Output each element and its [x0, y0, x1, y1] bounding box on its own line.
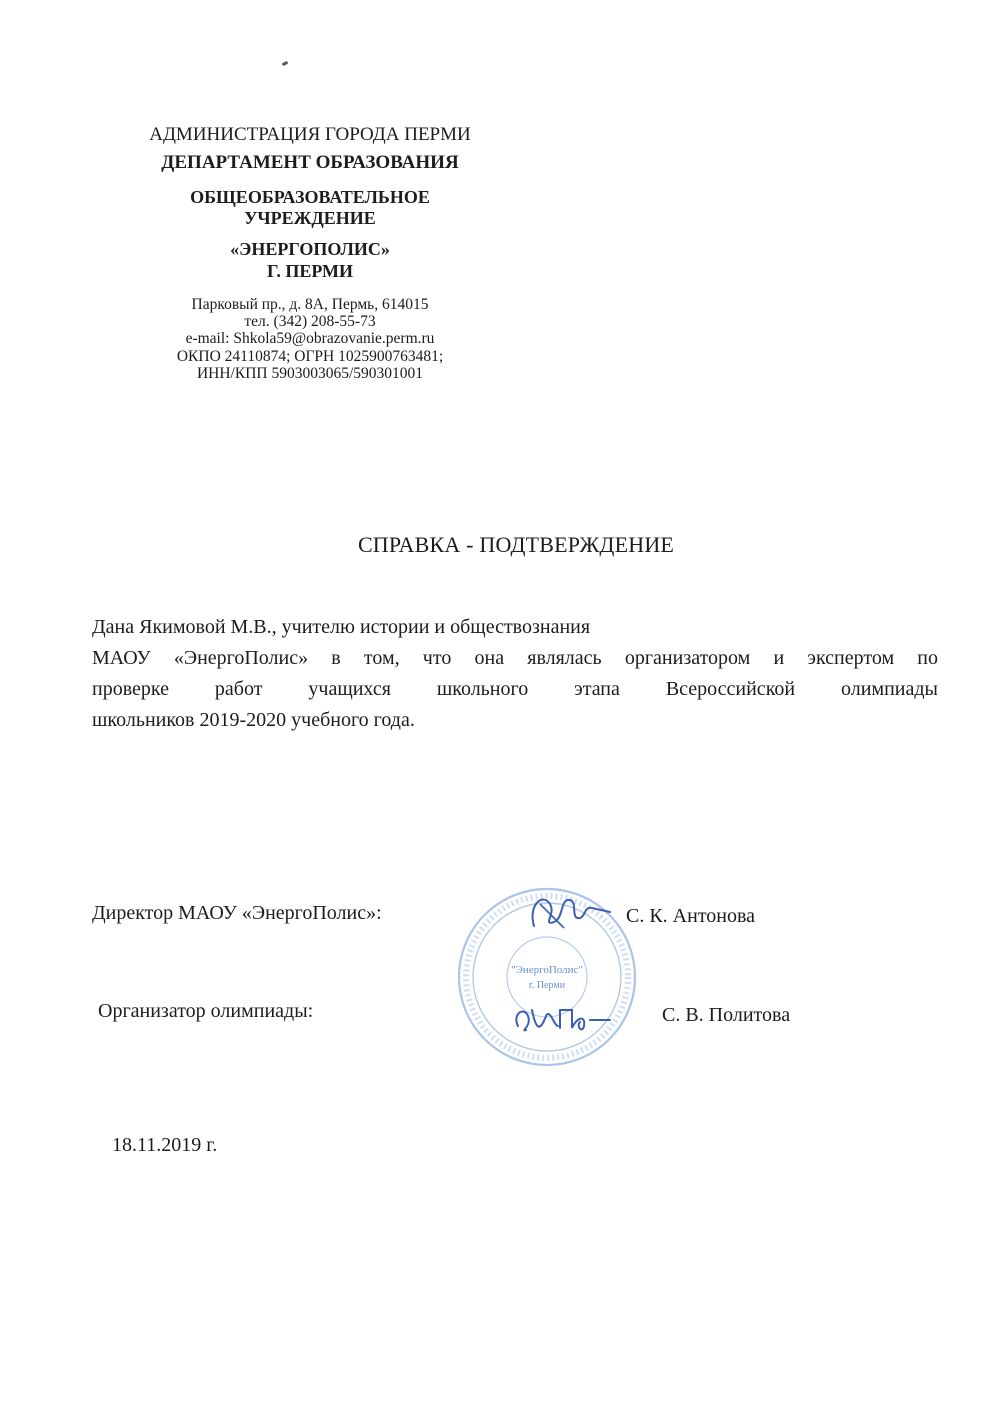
letterhead-org-name: «ЭНЕРГОПОЛИС»: [230, 239, 390, 260]
letterhead-org-line1: ОБЩЕОБРАЗОВАТЕЛЬНОЕ: [190, 186, 430, 207]
organizer-name: С. В. Политова: [662, 1004, 791, 1026]
stamp-text-1: "ЭнергоПолис": [511, 964, 583, 976]
organizer-label: Организатор олимпиады:: [98, 1000, 314, 1022]
organizer-signature: [506, 996, 616, 1046]
letterhead-org-line2: УЧРЕЖДЕНИЕ: [244, 208, 376, 229]
scan-speck: [282, 61, 289, 66]
letterhead-okpo-ogrn: ОКПО 24110874; ОГРН 1025900763481;: [176, 347, 444, 365]
director-signature: [520, 884, 620, 944]
document-title: СПРАВКА - ПОДТВЕРЖДЕНИЕ: [357, 532, 675, 557]
letterhead-org-city: Г. ПЕРМИ: [266, 260, 354, 281]
letterhead-admin: АДМИНИСТРАЦИЯ ГОРОДА ПЕРМИ: [149, 124, 471, 145]
letterhead-phone: тел. (342) 208-55-73: [244, 313, 376, 331]
stamp-text-2: г. Перми: [528, 980, 566, 991]
body-line-4: школьников 2019-2020 учебного года.: [92, 709, 415, 731]
letterhead-email: e-mail: Shkola59@obrazovanie.perm.ru: [185, 330, 435, 348]
letterhead: [110, 124, 510, 383]
document-date: 18.11.2019 г.: [112, 1134, 218, 1156]
document-body: [92, 612, 938, 736]
body-line-2: МАОУ «ЭнергоПолис» в том, что она являлась организатором и экспертом по: [92, 647, 938, 669]
letterhead-address: Парковый пр., д. 8А, Пермь, 614015: [191, 295, 429, 313]
letterhead-inn-kpp: ИНН/КПП 5903003065/590301001: [196, 365, 424, 383]
body-line-1: Дана Якимовой М.В., учителю истории и обществознания: [92, 616, 591, 638]
director-label: Директор МАОУ «ЭнергоПолис»:: [92, 902, 382, 924]
body-line-3: проверке работ учащихся школьного этапа Всероссийской олимпиады: [92, 678, 938, 700]
director-name: С. К. Антонова: [626, 905, 756, 927]
letterhead-department: ДЕПАРТАМЕНТ ОБРАЗОВАНИЯ: [161, 152, 459, 174]
